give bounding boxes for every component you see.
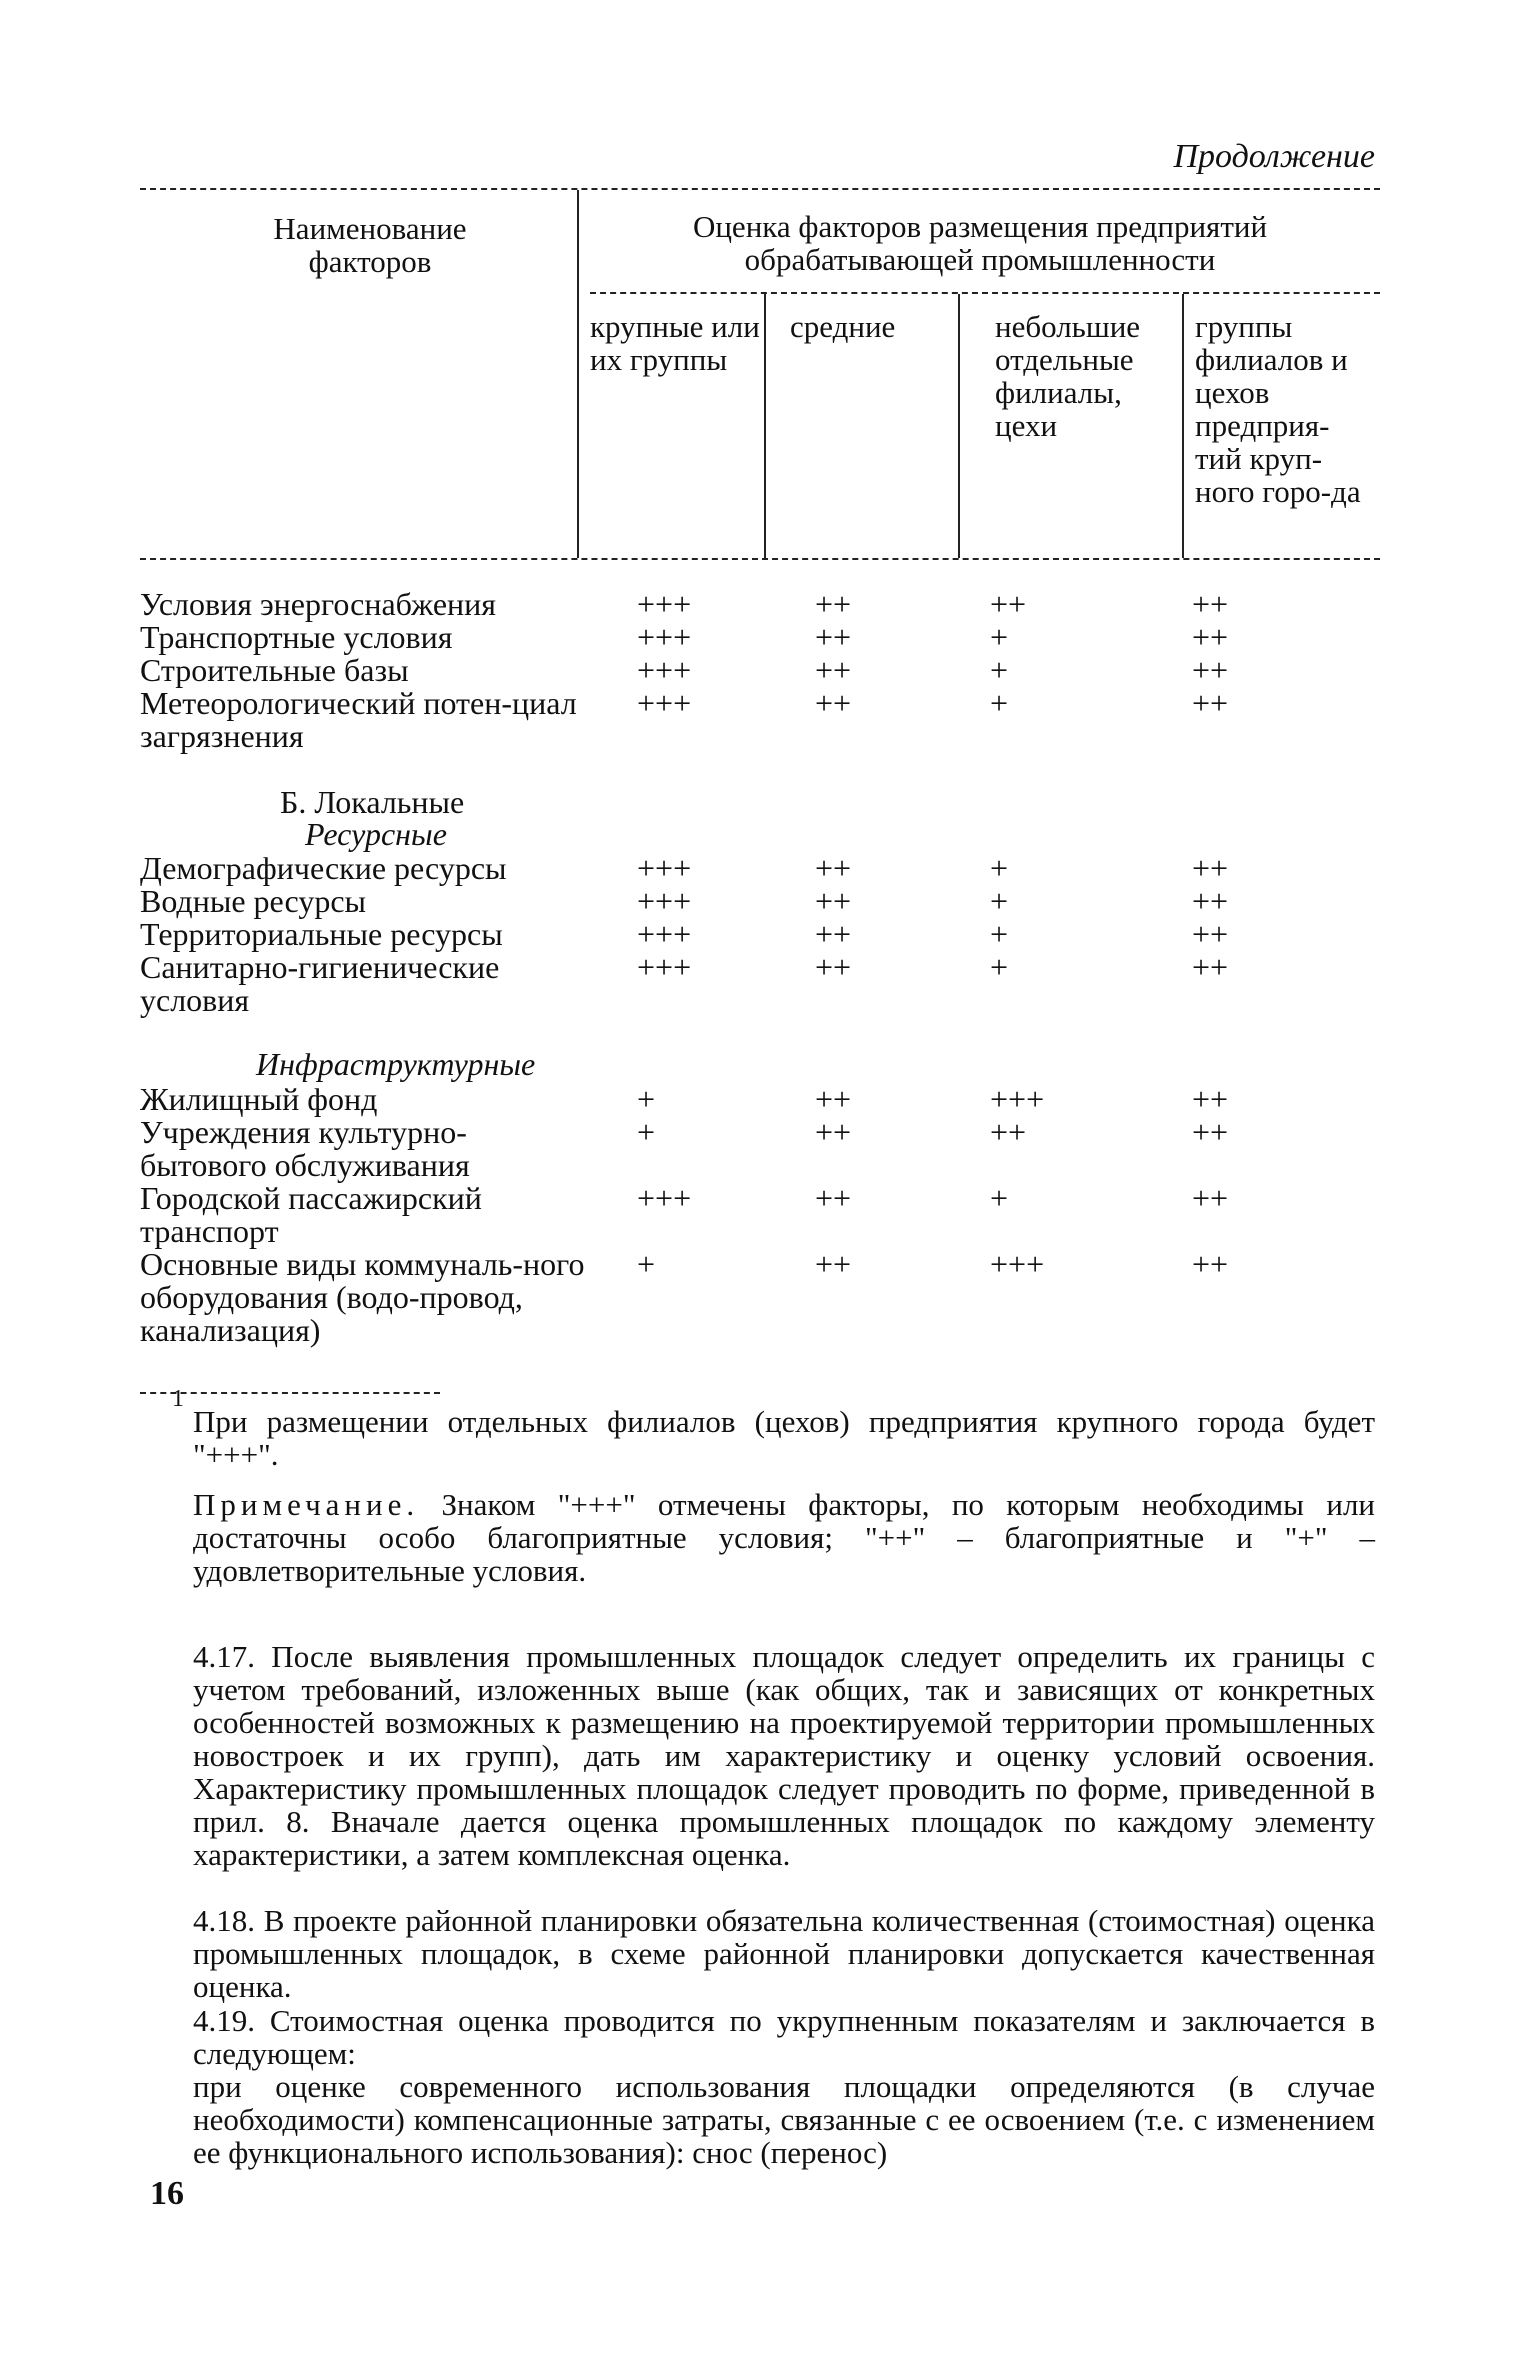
paragraph-4-18: 4.18. В проекте районной планировки обязательна количественная (стоимостная) оценка промышленных площадок, в схеме районной планировки допускается качественная оценка. <box>193 1903 1375 2004</box>
col-divider-1 <box>764 294 766 558</box>
table-header-divider <box>577 190 579 558</box>
page-number: 16 <box>150 2175 184 2212</box>
footnote-mark: 1 <box>172 1386 184 1412</box>
table-top-rule <box>140 188 1380 190</box>
paragraph-assessment: при оценке современного использования площадки определяются (в случае необходимости) компенсационные затраты, связанные с ее освоением (т.е. с изменением ее функционального использования): снос (перенос) <box>193 2069 1375 2170</box>
note-text: Знаком "+++" отмечены факторы, по которым необходимы или достаточны особо благоприятные условия; "++" – благоприятные и "+" – удовлетворительные условия. <box>193 1487 1376 1588</box>
col-divider-2 <box>958 294 960 558</box>
header-col-large: крупные или их группы <box>590 309 760 377</box>
footnote-text: При размещении отдельных филиалов (цехов) предприятия крупного города будет "+++". <box>193 1404 1375 1472</box>
subsection-infra-title: Инфраструктурные <box>256 1046 536 1082</box>
paragraph-4-17: 4.17. После выявления промышленных площадок следует определить их границы с учетом требований, изложенных выше (как общих, так и зависящих от конкретных особенностей возможных к размещению на проектируемой территории промышленных новостроек и их групп), дать им характеристику и оценку условий освоения. Характеристику промышленных площадок следует проводить по форме, приведенной в прил. 8. Вначале дается оценка промышленных площадок по каждому элементу характеристики, а затем комплексная оценка. <box>193 1639 1375 1872</box>
col-divider-3 <box>1182 294 1184 558</box>
subheader-rule <box>590 292 1380 294</box>
header-evaluation: Оценка факторов размещения предприятий обрабатывающей промышленности <box>692 209 1268 277</box>
note-label: Примечание. <box>193 1487 420 1522</box>
subsection-resource-title: Ресурсные <box>305 816 447 852</box>
header-col-medium: средние <box>790 309 896 344</box>
header-factor-name: Наименование факторов <box>273 211 467 279</box>
section-b-title: Б. Локальные <box>280 784 465 820</box>
table-header-bottom-rule <box>140 558 1380 560</box>
header-col-groups: группы филиалов и цехов предприя-тий круп-ного горо-да <box>1195 309 1361 509</box>
note-paragraph <box>135 1488 1375 1587</box>
paragraph-4-19: 4.19. Стоимостная оценка проводится по укрупненным показателям и заключается в следующем: <box>193 2003 1375 2071</box>
footnote-rule <box>140 1392 440 1394</box>
continuation-label: Продолжение <box>1173 138 1375 175</box>
header-col-small: небольшие отдельные филиалы, цехи <box>995 309 1141 443</box>
document-page: Продолжение Наименование факторов Оценка факторов размещения предприятий обрабатывающей промышленности крупные или их группы средние небольшие отдельные филиалы, цехи группы филиалов и цехов предприя-тий круп-ного горо-да Условия энергоснабжения +++ ++ ++ ++ Транспортные условия +++ ++ + ++ Строительные базы +++ ++ + ++ Метеорологический потен-циал загрязнения +++ ++ + ++ Б. Локальные Ресурсные Демографические ресурсы +++ ++ + ++ Водные ресурсы +++ ++ + ++ Территориальные ресурсы +++ ++ + ++ Санитарно-гигиенические условия +++ ++ + ++ Инфраструктурные Жилищный фонд + ++ +++ ++ Учреждения культурно-бытового обслуживания + ++ ++ ++ Городской пассажирский транспорт +++ ++ + ++ Основные виды коммуналь-ного оборудования (водо-провод, канализация) + ++ +++ ++ 1 При размещении отдельных филиалов (цехов) предприятия крупного города будет "+++". Примечание. Знаком "+++" отмечены факторы, по которым необходимы или достаточны особо благоприятные условия; "++" – благоприятные и "+" – удовлетворительные условия. 4.17. После выявления промышленных площадок следует определить их границы с учетом требований, изложенных выше (как общих, так и зависящих от конкретных особенностей возможных к размещению на проектируемой территории промышленных новостроек и их групп), дать им характеристику и оценку условий освоения. Характеристику промышленных площадок следует проводить по форме, приведенной в прил. 8. Вначале дается оценка промышленных площадок по каждому элементу характеристики, а затем комплексная оценка. 4.18. В проекте районной планировки обязательна количественная (стоимостная) оценка промышленных площадок, в схеме районной планировки допускается качественная оценка. 4.19. Стоимостная оценка проводится по укрупненным показателям и заключается в следующем: при оценке современного использования площадки определяются (в случае необходимости) компенсационные затраты, связанные с ее освоением (т.е. с изменением ее функционального использования): снос (перенос) 16 <box>0 0 1535 2362</box>
